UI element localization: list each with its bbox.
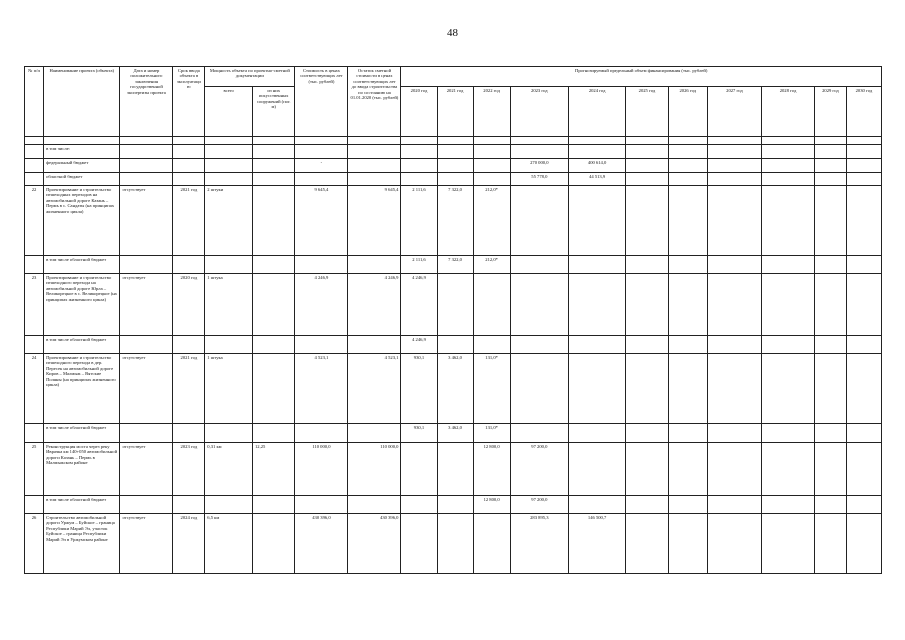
table-cell (252, 514, 294, 574)
table-cell (348, 256, 401, 274)
table-cell (668, 514, 707, 574)
table-row (25, 256, 882, 274)
table-cell: 55 778,0 (510, 173, 568, 186)
table-cell (252, 159, 294, 173)
table-cell (348, 336, 401, 354)
table-cell (626, 514, 668, 574)
table-cell (707, 496, 761, 514)
page-number: 48 (447, 27, 458, 39)
table-cell (846, 186, 881, 256)
header-year: 2027 год (707, 87, 761, 137)
table-cell (626, 145, 668, 159)
table-cell (761, 186, 814, 256)
table-cell (295, 173, 348, 186)
financing-table (24, 66, 882, 574)
header-year: 2023 год (510, 87, 568, 137)
table-cell (173, 424, 205, 443)
table-cell: 1 штука (205, 354, 253, 424)
table-cell (295, 145, 348, 159)
table-cell (348, 159, 401, 173)
project-name-cell: Проектирование и строительство пешеходного перехода в дер. Пересек на автомобильной дороге Киров – Малмыж – Вятские Поляны (на принципах жизненного цикла) (44, 354, 120, 424)
table-cell (815, 443, 847, 496)
table-cell: 430 396,0 (348, 514, 401, 574)
table-cell (568, 424, 625, 443)
row-number-cell: 23 (25, 274, 44, 336)
table-cell: 44 513,9 (568, 173, 625, 186)
table-cell (815, 336, 847, 354)
table-cell (252, 186, 294, 256)
row-number-cell (25, 159, 44, 173)
table-cell: 9 645,4 (295, 186, 348, 256)
table-cell: 7 322,0 (437, 256, 473, 274)
project-name-cell: в том числе областной бюджет (44, 256, 120, 274)
table-cell: 2 111,6 (401, 256, 437, 274)
project-name-cell: в том числе областной бюджет (44, 336, 120, 354)
table-cell: 930,1 (401, 354, 437, 424)
table-cell (761, 173, 814, 186)
table-cell (252, 274, 294, 336)
table-cell (707, 159, 761, 173)
table-cell: 2 111,6 (401, 186, 437, 256)
table-cell: - (295, 159, 348, 173)
table-cell (252, 424, 294, 443)
table-cell (815, 173, 847, 186)
table-cell: 9 645,4 (348, 186, 401, 256)
table-cell (568, 496, 625, 514)
table-cell: отсутствует (120, 274, 173, 336)
table-cell (205, 336, 253, 354)
row-number-cell (25, 424, 44, 443)
row-number-cell: 25 (25, 443, 44, 496)
table-cell (173, 159, 205, 173)
project-name-cell: в том числе областной бюджет (44, 496, 120, 514)
table-cell (668, 186, 707, 256)
table-cell (668, 424, 707, 443)
table-cell (815, 159, 847, 173)
table-cell (815, 514, 847, 574)
table-cell: 4 246,9 (401, 274, 437, 336)
row-number-cell: 22 (25, 186, 44, 256)
table-cell (295, 496, 348, 514)
table-cell: отсутствует (120, 186, 173, 256)
table-cell (668, 443, 707, 496)
table-cell (815, 186, 847, 256)
table-cell: 1 штука (205, 274, 253, 336)
table-cell (473, 274, 510, 336)
table-cell (761, 443, 814, 496)
table-cell (252, 336, 294, 354)
table-cell: 146 500,7 (568, 514, 625, 574)
table-cell: 3 462,0 (437, 354, 473, 424)
header-capacity-total: всего (205, 87, 253, 137)
table-cell (295, 256, 348, 274)
table-cell: 2021 год (173, 186, 205, 256)
table-cell (205, 496, 253, 514)
table-cell (120, 424, 173, 443)
table-cell (401, 496, 437, 514)
table-row (25, 514, 882, 574)
header-capacity: Мощность объекта по проектно-сметной документации (205, 67, 295, 87)
table-cell (846, 514, 881, 574)
header-year: 2026 год (668, 87, 707, 137)
table-cell (668, 274, 707, 336)
table-cell (668, 336, 707, 354)
table-row (25, 186, 882, 256)
table-cell (626, 443, 668, 496)
table-cell (707, 424, 761, 443)
table-cell (205, 159, 253, 173)
project-name-cell: Строительство автомобильной дороги Уржум – Буйское – граница Республики Марий Эл, участок Буйское – граница Республики Марий Эл в Уржумском районе (44, 514, 120, 574)
table-cell (437, 443, 473, 496)
table-row (25, 336, 882, 354)
table-cell (568, 274, 625, 336)
table-cell (846, 145, 881, 159)
table-cell (348, 424, 401, 443)
header-year: 2029 год (815, 87, 847, 137)
table-cell (510, 256, 568, 274)
table-cell (568, 256, 625, 274)
table-cell (348, 173, 401, 186)
table-cell (707, 173, 761, 186)
table-cell (401, 159, 437, 173)
table-cell: 12 800,0 (473, 496, 510, 514)
table-cell (401, 443, 437, 496)
table-cell (761, 354, 814, 424)
table-cell (846, 274, 881, 336)
header-year: 2024 год (568, 87, 625, 137)
table-cell (707, 336, 761, 354)
table-cell (348, 145, 401, 159)
table-cell: 3 462,0 (437, 424, 473, 443)
table-cell: 270 000,0 (510, 159, 568, 173)
table-cell (761, 514, 814, 574)
table-cell (761, 159, 814, 173)
table-cell: 12,25 (252, 443, 294, 496)
table-cell (120, 256, 173, 274)
table-cell (761, 496, 814, 514)
row-number-cell: 26 (25, 514, 44, 574)
table-cell (626, 173, 668, 186)
table-row (25, 424, 882, 443)
table-row (25, 443, 882, 496)
table-cell (568, 186, 625, 256)
table-cell: 930,1 (401, 424, 437, 443)
project-name-cell: Проектирование и строительство пешеходного перехода на автомобильной дороге Юрла – Великорецкое в с. Великорецкое (на принципах жизненного цикла) (44, 274, 120, 336)
table-row (25, 354, 882, 424)
table-cell (846, 443, 881, 496)
table-cell (668, 159, 707, 173)
table-cell (761, 336, 814, 354)
table-cell (295, 424, 348, 443)
table-cell (668, 354, 707, 424)
table-cell (120, 496, 173, 514)
table-cell (626, 159, 668, 173)
table-cell (401, 514, 437, 574)
table-cell: 2 штуки (205, 186, 253, 256)
table-cell (846, 496, 881, 514)
table-cell (626, 354, 668, 424)
table-cell (815, 145, 847, 159)
table-cell (626, 256, 668, 274)
table-cell (626, 336, 668, 354)
table-cell (568, 336, 625, 354)
table-cell (707, 514, 761, 574)
table-cell (437, 514, 473, 574)
table-cell (668, 173, 707, 186)
table-cell (173, 496, 205, 514)
table-cell (626, 186, 668, 256)
table-cell (510, 336, 568, 354)
table-cell (761, 424, 814, 443)
table-cell: 0,31 км (205, 443, 253, 496)
row-number-cell (25, 336, 44, 354)
header-year: 2028 год (761, 87, 814, 137)
table-cell (815, 424, 847, 443)
table-cell (707, 354, 761, 424)
table-row (25, 159, 882, 173)
table-cell (815, 274, 847, 336)
table-cell (120, 173, 173, 186)
table-cell (473, 173, 510, 186)
table-cell: 110 000,0 (348, 443, 401, 496)
table-cell (846, 424, 881, 443)
table-cell (815, 256, 847, 274)
header-expertise: Дата и номер положительного заключения государственной экспертизы проекта (120, 67, 173, 137)
table-cell: 97 200,0 (510, 496, 568, 514)
table-cell: 2020 год (173, 274, 205, 336)
table-cell (568, 145, 625, 159)
table-cell (473, 336, 510, 354)
header-forecast: Прогнозируемый предельный объем финансирования (тыс. рублей) (401, 67, 882, 87)
table-cell (252, 256, 294, 274)
table-cell: 4 246,9 (401, 336, 437, 354)
table-cell (473, 145, 510, 159)
table-cell (473, 514, 510, 574)
table-cell (205, 424, 253, 443)
table-cell (173, 336, 205, 354)
table-cell (626, 274, 668, 336)
table-cell (668, 145, 707, 159)
header-year: 2022 год (473, 87, 510, 137)
table-cell (568, 354, 625, 424)
table-cell: 430 396,0 (295, 514, 348, 574)
table-cell (510, 354, 568, 424)
table-cell (120, 159, 173, 173)
table-cell: 212,0* (473, 256, 510, 274)
table-cell (437, 274, 473, 336)
table-cell (707, 256, 761, 274)
row-number-cell: 24 (25, 354, 44, 424)
table-row (25, 173, 882, 186)
table-cell (173, 145, 205, 159)
table-cell: 6,5 км (205, 514, 253, 574)
row-number-cell (25, 145, 44, 159)
table-cell (295, 336, 348, 354)
table-cell (173, 256, 205, 274)
table-cell (205, 256, 253, 274)
table-cell: 97 200,0 (510, 443, 568, 496)
header-capacity-artificial: из них искусственных сооружений (пог. м) (252, 87, 294, 137)
table-row (25, 496, 882, 514)
table-cell (626, 424, 668, 443)
table-cell: 4 523,1 (348, 354, 401, 424)
table-cell: 131,0* (473, 354, 510, 424)
table-cell (510, 186, 568, 256)
table-cell: 4 246,9 (295, 274, 348, 336)
header-num: № п/п (25, 67, 44, 137)
table-cell (668, 496, 707, 514)
table-cell (401, 173, 437, 186)
table-cell (510, 145, 568, 159)
table-cell: 2023 год (173, 443, 205, 496)
table-cell (437, 336, 473, 354)
table-cell (348, 496, 401, 514)
table-cell: 2021 год (173, 354, 205, 424)
table-cell (846, 354, 881, 424)
table-cell: 110 000,0 (295, 443, 348, 496)
header-cost: Стоимость в ценах соответствующих лет (тыс. рублей) (295, 67, 348, 137)
project-name-cell: Реконструкция моста через реку Иврачка км 140+050 автомобильной дороги Казань – Пермь в Малмыжском районе (44, 443, 120, 496)
table-cell (568, 443, 625, 496)
table-cell (473, 159, 510, 173)
project-name-cell: в том числе: (44, 145, 120, 159)
header-year: 2020 год (401, 87, 437, 137)
table-cell: 283 895,3 (510, 514, 568, 574)
header-year: 2021 год (437, 87, 473, 137)
table-cell (846, 159, 881, 173)
table-cell (510, 424, 568, 443)
table-row (25, 145, 882, 159)
table-cell: 131,0* (473, 424, 510, 443)
table-cell (707, 145, 761, 159)
header-remaining: Остаток сметной стоимости в ценах соответствующих лет до ввода строительства по состоянию на 01.01.2020 (тыс. рублей) (348, 67, 401, 137)
table-cell: отсутствует (120, 354, 173, 424)
table-cell: 2024 год (173, 514, 205, 574)
table-cell: 212,0* (473, 186, 510, 256)
table-cell: 4 246,9 (348, 274, 401, 336)
table-cell (707, 186, 761, 256)
table-cell (252, 145, 294, 159)
table-cell (437, 159, 473, 173)
table-cell (120, 336, 173, 354)
table-cell (173, 173, 205, 186)
header-year: 2025 год (626, 87, 668, 137)
project-name-cell: Проектирование и строительство пешеходных переходов на автомобильной дороге Казань – Пермь в с. Сандаты (на принципах жизненного цикла) (44, 186, 120, 256)
table-cell: 4 523,1 (295, 354, 348, 424)
table-cell (120, 145, 173, 159)
table-cell (707, 443, 761, 496)
row-number-cell (25, 173, 44, 186)
table-cell (252, 496, 294, 514)
header-commissioning: Срок ввода объекта в эксплуатацию (173, 67, 205, 137)
table-cell: 12 800,0 (473, 443, 510, 496)
table-cell (846, 173, 881, 186)
table-cell (846, 256, 881, 274)
table-cell (205, 145, 253, 159)
project-name-cell: федеральный бюджет (44, 159, 120, 173)
table-cell (437, 145, 473, 159)
table-cell (437, 496, 473, 514)
table-cell (510, 274, 568, 336)
table-cell (437, 173, 473, 186)
table-cell (252, 173, 294, 186)
table-cell: отсутствует (120, 443, 173, 496)
table-cell (707, 274, 761, 336)
table-cell (668, 256, 707, 274)
table-cell (761, 274, 814, 336)
table-cell: отсутствует (120, 514, 173, 574)
table-cell (626, 496, 668, 514)
table-cell: 7 322,0 (437, 186, 473, 256)
table-cell (846, 336, 881, 354)
table-cell (815, 496, 847, 514)
header-name: Наименование проекта (объекта) (44, 67, 120, 137)
row-number-cell (25, 496, 44, 514)
table-cell: 400 614,0 (568, 159, 625, 173)
table-cell (205, 173, 253, 186)
row-number-cell (25, 256, 44, 274)
table-cell (401, 145, 437, 159)
project-name-cell: областной бюджет (44, 173, 120, 186)
table-cell (252, 354, 294, 424)
table-cell (815, 354, 847, 424)
table-cell (761, 145, 814, 159)
project-name-cell: в том числе областной бюджет (44, 424, 120, 443)
header-year: 2030 год (846, 87, 881, 137)
table-cell (761, 256, 814, 274)
table-row (25, 274, 882, 336)
